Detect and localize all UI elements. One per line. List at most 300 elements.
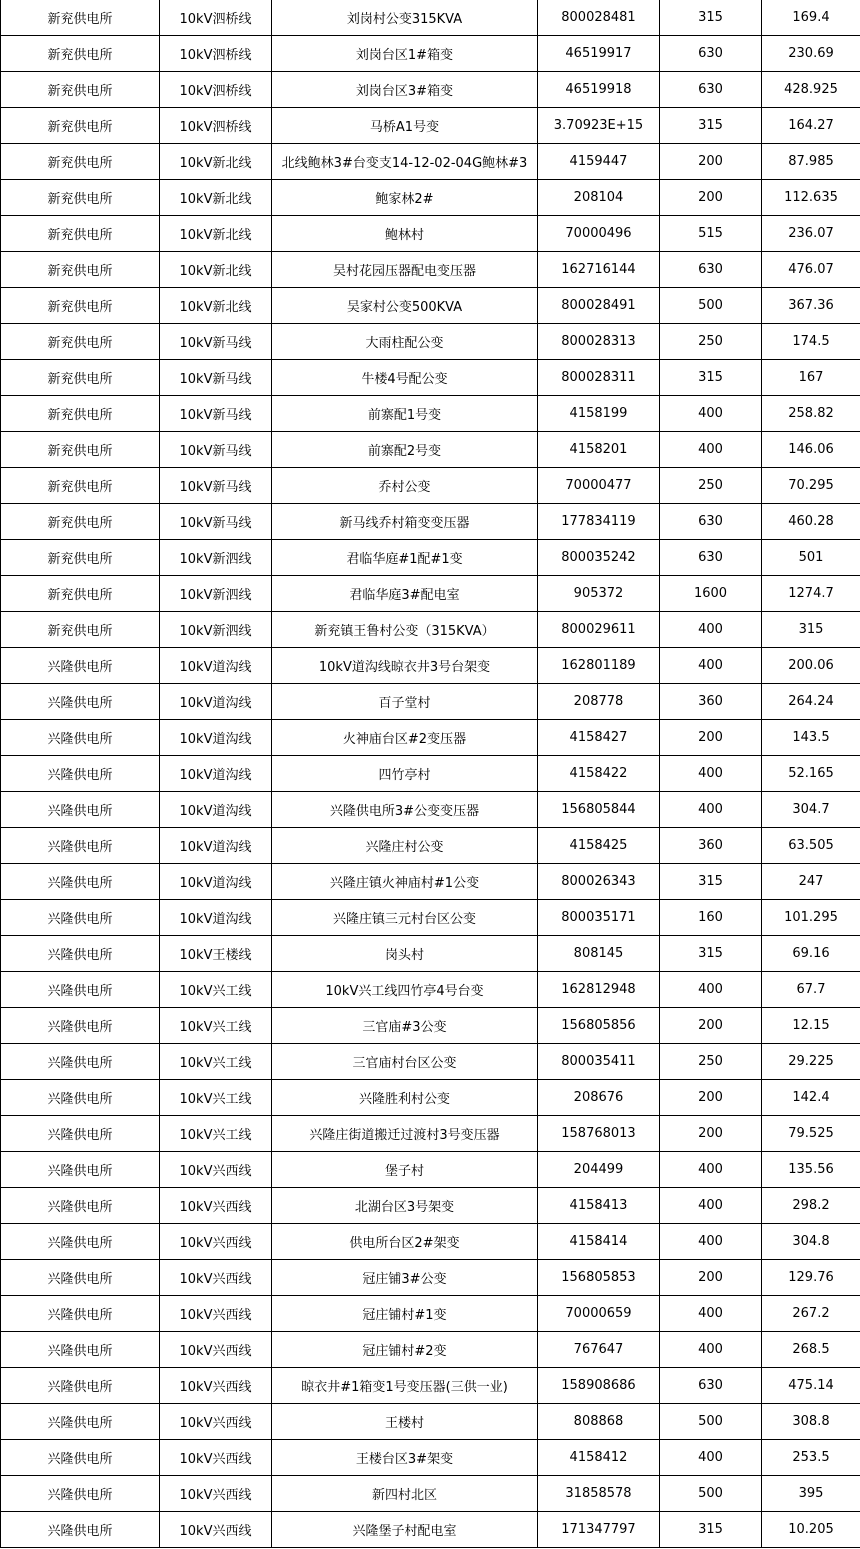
transformer-name-cell: 王楼台区3#架变 <box>272 1440 538 1476</box>
capacity-cell: 400 <box>660 972 762 1008</box>
table-row <box>1 180 860 216</box>
table-row <box>1 1296 860 1332</box>
station-cell: 兴隆供电所 <box>1 720 160 756</box>
capacity-cell: 200 <box>660 1008 762 1044</box>
load-value-cell: 70.295 <box>762 468 860 504</box>
load-value-cell: 264.24 <box>762 684 860 720</box>
load-value-cell: 79.525 <box>762 1116 860 1152</box>
line-cell: 10kV新马线 <box>160 396 272 432</box>
transformer-name-cell: 10kV道沟线晾衣井3号台架变 <box>272 648 538 684</box>
load-value-cell: 29.225 <box>762 1044 860 1080</box>
asset-id-cell: 156805844 <box>538 792 660 828</box>
line-cell: 10kV兴西线 <box>160 1512 272 1548</box>
transformer-name-cell: 刘岗台区1#箱变 <box>272 36 538 72</box>
load-value-cell: 174.5 <box>762 324 860 360</box>
line-cell: 10kV兴工线 <box>160 1116 272 1152</box>
asset-id-cell: 4158412 <box>538 1440 660 1476</box>
asset-id-cell: 800035242 <box>538 540 660 576</box>
table-row <box>1 1404 860 1440</box>
capacity-cell: 400 <box>660 1188 762 1224</box>
capacity-cell: 400 <box>660 1224 762 1260</box>
asset-id-cell: 162801189 <box>538 648 660 684</box>
station-cell: 新兖供电所 <box>1 360 160 396</box>
line-cell: 10kV泗桥线 <box>160 72 272 108</box>
load-value-cell: 143.5 <box>762 720 860 756</box>
line-cell: 10kV新北线 <box>160 180 272 216</box>
table-row <box>1 1152 860 1188</box>
station-cell: 新兖供电所 <box>1 252 160 288</box>
load-value-cell: 308.8 <box>762 1404 860 1440</box>
transformer-name-cell: 北湖台区3号架变 <box>272 1188 538 1224</box>
table-row <box>1 1188 860 1224</box>
line-cell: 10kV兴西线 <box>160 1476 272 1512</box>
transformer-name-cell: 新四村北区 <box>272 1476 538 1512</box>
table-row <box>1 1512 860 1548</box>
line-cell: 10kV新北线 <box>160 252 272 288</box>
transformer-name-cell: 10kV兴工线四竹亭4号台变 <box>272 972 538 1008</box>
station-cell: 兴隆供电所 <box>1 1404 160 1440</box>
asset-id-cell: 4158427 <box>538 720 660 756</box>
station-cell: 兴隆供电所 <box>1 864 160 900</box>
transformer-name-cell: 四竹亭村 <box>272 756 538 792</box>
station-cell: 新兖供电所 <box>1 576 160 612</box>
table-row <box>1 792 860 828</box>
asset-id-cell: 800035171 <box>538 900 660 936</box>
station-cell: 新兖供电所 <box>1 396 160 432</box>
transformer-name-cell: 冠庄铺村#2变 <box>272 1332 538 1368</box>
line-cell: 10kV新泗线 <box>160 612 272 648</box>
asset-id-cell: 171347797 <box>538 1512 660 1548</box>
capacity-cell: 400 <box>660 612 762 648</box>
line-cell: 10kV王楼线 <box>160 936 272 972</box>
load-value-cell: 460.28 <box>762 504 860 540</box>
asset-id-cell: 158908686 <box>538 1368 660 1404</box>
asset-id-cell: 70000496 <box>538 216 660 252</box>
capacity-cell: 315 <box>660 1512 762 1548</box>
load-value-cell: 236.07 <box>762 216 860 252</box>
table-row <box>1 720 860 756</box>
station-cell: 新兖供电所 <box>1 0 160 36</box>
line-cell: 10kV兴工线 <box>160 972 272 1008</box>
station-cell: 兴隆供电所 <box>1 1476 160 1512</box>
table-row <box>1 1260 860 1296</box>
transformer-name-cell: 兴隆庄镇三元村台区公变 <box>272 900 538 936</box>
transformer-name-cell: 三官庙#3公变 <box>272 1008 538 1044</box>
load-value-cell: 253.5 <box>762 1440 860 1476</box>
table-row <box>1 108 860 144</box>
asset-id-cell: 800028491 <box>538 288 660 324</box>
asset-id-cell: 800029611 <box>538 612 660 648</box>
capacity-cell: 250 <box>660 1044 762 1080</box>
capacity-cell: 630 <box>660 540 762 576</box>
station-cell: 新兖供电所 <box>1 612 160 648</box>
line-cell: 10kV兴西线 <box>160 1260 272 1296</box>
table-row <box>1 288 860 324</box>
capacity-cell: 400 <box>660 1440 762 1476</box>
asset-id-cell: 4158425 <box>538 828 660 864</box>
station-cell: 兴隆供电所 <box>1 936 160 972</box>
table-row <box>1 576 860 612</box>
asset-id-cell: 800028311 <box>538 360 660 396</box>
line-cell: 10kV兴西线 <box>160 1368 272 1404</box>
capacity-cell: 1600 <box>660 576 762 612</box>
station-cell: 新兖供电所 <box>1 36 160 72</box>
table-row <box>1 684 860 720</box>
station-cell: 兴隆供电所 <box>1 828 160 864</box>
line-cell: 10kV道沟线 <box>160 756 272 792</box>
load-value-cell: 247 <box>762 864 860 900</box>
station-cell: 新兖供电所 <box>1 540 160 576</box>
asset-id-cell: 800035411 <box>538 1044 660 1080</box>
capacity-cell: 400 <box>660 396 762 432</box>
table-row <box>1 936 860 972</box>
transformer-name-cell: 鲍林村 <box>272 216 538 252</box>
asset-id-cell: 208778 <box>538 684 660 720</box>
load-value-cell: 304.7 <box>762 792 860 828</box>
load-value-cell: 1274.7 <box>762 576 860 612</box>
line-cell: 10kV兴工线 <box>160 1044 272 1080</box>
station-cell: 兴隆供电所 <box>1 1152 160 1188</box>
table-row <box>1 540 860 576</box>
load-value-cell: 476.07 <box>762 252 860 288</box>
load-value-cell: 258.82 <box>762 396 860 432</box>
asset-id-cell: 4158422 <box>538 756 660 792</box>
table-row <box>1 144 860 180</box>
transformer-name-cell: 兴隆供电所3#公变变压器 <box>272 792 538 828</box>
station-cell: 兴隆供电所 <box>1 1224 160 1260</box>
load-value-cell: 428.925 <box>762 72 860 108</box>
table-row <box>1 504 860 540</box>
transformer-name-cell: 兴隆堡子村配电室 <box>272 1512 538 1548</box>
load-value-cell: 367.36 <box>762 288 860 324</box>
transformer-name-cell: 马桥A1号变 <box>272 108 538 144</box>
station-cell: 兴隆供电所 <box>1 900 160 936</box>
capacity-cell: 200 <box>660 720 762 756</box>
station-cell: 新兖供电所 <box>1 72 160 108</box>
load-value-cell: 112.635 <box>762 180 860 216</box>
asset-id-cell: 70000659 <box>538 1296 660 1332</box>
load-value-cell: 10.205 <box>762 1512 860 1548</box>
capacity-cell: 500 <box>660 288 762 324</box>
station-cell: 兴隆供电所 <box>1 1296 160 1332</box>
line-cell: 10kV新北线 <box>160 144 272 180</box>
transformer-name-cell: 兴隆庄村公变 <box>272 828 538 864</box>
table-row <box>1 648 860 684</box>
line-cell: 10kV兴西线 <box>160 1188 272 1224</box>
load-value-cell: 267.2 <box>762 1296 860 1332</box>
load-value-cell: 164.27 <box>762 108 860 144</box>
station-cell: 兴隆供电所 <box>1 972 160 1008</box>
line-cell: 10kV新马线 <box>160 360 272 396</box>
transformer-name-cell: 晾衣井#1箱变1号变压器(三供一业) <box>272 1368 538 1404</box>
station-cell: 新兖供电所 <box>1 216 160 252</box>
asset-id-cell: 800028313 <box>538 324 660 360</box>
capacity-cell: 360 <box>660 828 762 864</box>
asset-id-cell: 177834119 <box>538 504 660 540</box>
line-cell: 10kV新马线 <box>160 324 272 360</box>
capacity-cell: 250 <box>660 468 762 504</box>
capacity-cell: 360 <box>660 684 762 720</box>
capacity-cell: 250 <box>660 324 762 360</box>
load-value-cell: 67.7 <box>762 972 860 1008</box>
transformer-name-cell: 牛楼4号配公变 <box>272 360 538 396</box>
table-row <box>1 612 860 648</box>
load-value-cell: 475.14 <box>762 1368 860 1404</box>
capacity-cell: 400 <box>660 1332 762 1368</box>
table-row <box>1 1044 860 1080</box>
asset-id-cell: 158768013 <box>538 1116 660 1152</box>
load-value-cell: 200.06 <box>762 648 860 684</box>
asset-id-cell: 208676 <box>538 1080 660 1116</box>
table-row <box>1 972 860 1008</box>
load-value-cell: 142.4 <box>762 1080 860 1116</box>
capacity-cell: 400 <box>660 1152 762 1188</box>
capacity-cell: 315 <box>660 108 762 144</box>
transformer-name-cell: 君临华庭#1配#1变 <box>272 540 538 576</box>
station-cell: 兴隆供电所 <box>1 1440 160 1476</box>
station-cell: 兴隆供电所 <box>1 792 160 828</box>
table-row <box>1 900 860 936</box>
line-cell: 10kV新泗线 <box>160 540 272 576</box>
line-cell: 10kV道沟线 <box>160 648 272 684</box>
station-cell: 兴隆供电所 <box>1 1332 160 1368</box>
asset-id-cell: 156805856 <box>538 1008 660 1044</box>
load-value-cell: 298.2 <box>762 1188 860 1224</box>
line-cell: 10kV兴西线 <box>160 1152 272 1188</box>
capacity-cell: 500 <box>660 1404 762 1440</box>
table-row <box>1 828 860 864</box>
table-row <box>1 1224 860 1260</box>
asset-id-cell: 4158414 <box>538 1224 660 1260</box>
load-value-cell: 52.165 <box>762 756 860 792</box>
asset-id-cell: 808145 <box>538 936 660 972</box>
asset-id-cell: 808868 <box>538 1404 660 1440</box>
transformer-name-cell: 冠庄铺村#1变 <box>272 1296 538 1332</box>
asset-id-cell: 208104 <box>538 180 660 216</box>
transformer-name-cell: 新马线乔村箱变变压器 <box>272 504 538 540</box>
table-row <box>1 1008 860 1044</box>
capacity-cell: 400 <box>660 756 762 792</box>
capacity-cell: 160 <box>660 900 762 936</box>
line-cell: 10kV泗桥线 <box>160 108 272 144</box>
line-cell: 10kV兴西线 <box>160 1404 272 1440</box>
station-cell: 新兖供电所 <box>1 504 160 540</box>
line-cell: 10kV道沟线 <box>160 720 272 756</box>
transformer-name-cell: 刘岗台区3#箱变 <box>272 72 538 108</box>
table-row <box>1 36 860 72</box>
load-value-cell: 167 <box>762 360 860 396</box>
line-cell: 10kV兴西线 <box>160 1440 272 1476</box>
station-cell: 新兖供电所 <box>1 108 160 144</box>
capacity-cell: 200 <box>660 1260 762 1296</box>
line-cell: 10kV道沟线 <box>160 828 272 864</box>
load-value-cell: 315 <box>762 612 860 648</box>
station-cell: 新兖供电所 <box>1 180 160 216</box>
capacity-cell: 315 <box>660 0 762 36</box>
line-cell: 10kV新马线 <box>160 432 272 468</box>
transformer-name-cell: 吴村花园压器配电变压器 <box>272 252 538 288</box>
transformer-name-cell: 百子堂村 <box>272 684 538 720</box>
station-cell: 兴隆供电所 <box>1 648 160 684</box>
load-value-cell: 169.4 <box>762 0 860 36</box>
transformer-name-cell: 岗头村 <box>272 936 538 972</box>
station-cell: 新兖供电所 <box>1 324 160 360</box>
capacity-cell: 315 <box>660 936 762 972</box>
table-row <box>1 216 860 252</box>
asset-id-cell: 905372 <box>538 576 660 612</box>
capacity-cell: 315 <box>660 360 762 396</box>
load-value-cell: 304.8 <box>762 1224 860 1260</box>
line-cell: 10kV道沟线 <box>160 864 272 900</box>
station-cell: 新兖供电所 <box>1 144 160 180</box>
table-row <box>1 1476 860 1512</box>
table-row <box>1 252 860 288</box>
asset-id-cell: 70000477 <box>538 468 660 504</box>
line-cell: 10kV兴西线 <box>160 1332 272 1368</box>
load-value-cell: 501 <box>762 540 860 576</box>
transformer-name-cell: 王楼村 <box>272 1404 538 1440</box>
station-cell: 兴隆供电所 <box>1 1368 160 1404</box>
table-row <box>1 1080 860 1116</box>
transformer-name-cell: 前寨配1号变 <box>272 396 538 432</box>
load-value-cell: 268.5 <box>762 1332 860 1368</box>
table-row <box>1 468 860 504</box>
capacity-cell: 400 <box>660 792 762 828</box>
table-row <box>1 1116 860 1152</box>
asset-id-cell: 31858578 <box>538 1476 660 1512</box>
capacity-cell: 630 <box>660 252 762 288</box>
load-value-cell: 69.16 <box>762 936 860 972</box>
transformer-name-cell: 火神庙台区#2变压器 <box>272 720 538 756</box>
transformer-name-cell: 君临华庭3#配电室 <box>272 576 538 612</box>
capacity-cell: 200 <box>660 144 762 180</box>
table-row <box>1 1440 860 1476</box>
transformer-name-cell: 三官庙村台区公变 <box>272 1044 538 1080</box>
table-row <box>1 72 860 108</box>
transformer-name-cell: 前寨配2号变 <box>272 432 538 468</box>
asset-id-cell: 46519917 <box>538 36 660 72</box>
capacity-cell: 500 <box>660 1476 762 1512</box>
load-value-cell: 129.76 <box>762 1260 860 1296</box>
transformer-name-cell: 供电所台区2#架变 <box>272 1224 538 1260</box>
transformer-name-cell: 兴隆庄镇火神庙村#1公变 <box>272 864 538 900</box>
asset-id-cell: 800028481 <box>538 0 660 36</box>
station-cell: 新兖供电所 <box>1 432 160 468</box>
load-value-cell: 395 <box>762 1476 860 1512</box>
load-value-cell: 230.69 <box>762 36 860 72</box>
asset-id-cell: 46519918 <box>538 72 660 108</box>
line-cell: 10kV新马线 <box>160 504 272 540</box>
asset-id-cell: 4158201 <box>538 432 660 468</box>
load-value-cell: 101.295 <box>762 900 860 936</box>
line-cell: 10kV泗桥线 <box>160 0 272 36</box>
line-cell: 10kV兴西线 <box>160 1224 272 1260</box>
table-body <box>1 0 860 1548</box>
transformer-name-cell: 吴家村公变500KVA <box>272 288 538 324</box>
asset-id-cell: 162812948 <box>538 972 660 1008</box>
asset-id-cell: 156805853 <box>538 1260 660 1296</box>
asset-id-cell: 800026343 <box>538 864 660 900</box>
capacity-cell: 630 <box>660 1368 762 1404</box>
load-value-cell: 146.06 <box>762 432 860 468</box>
line-cell: 10kV新北线 <box>160 288 272 324</box>
transformer-name-cell: 大雨柱配公变 <box>272 324 538 360</box>
asset-id-cell: 767647 <box>538 1332 660 1368</box>
line-cell: 10kV兴工线 <box>160 1080 272 1116</box>
transformer-name-cell: 兴隆庄街道搬迁过渡村3号变压器 <box>272 1116 538 1152</box>
station-cell: 新兖供电所 <box>1 288 160 324</box>
line-cell: 10kV新北线 <box>160 216 272 252</box>
transformer-name-cell: 新兖镇王鲁村公变（315KVA） <box>272 612 538 648</box>
line-cell: 10kV道沟线 <box>160 684 272 720</box>
asset-id-cell: 162716144 <box>538 252 660 288</box>
line-cell: 10kV新马线 <box>160 468 272 504</box>
line-cell: 10kV新泗线 <box>160 576 272 612</box>
table-row <box>1 324 860 360</box>
capacity-cell: 315 <box>660 864 762 900</box>
table-row <box>1 396 860 432</box>
load-value-cell: 12.15 <box>762 1008 860 1044</box>
asset-id-cell: 204499 <box>538 1152 660 1188</box>
line-cell: 10kV兴工线 <box>160 1008 272 1044</box>
transformer-name-cell: 鲍家林2# <box>272 180 538 216</box>
capacity-cell: 630 <box>660 504 762 540</box>
transformer-name-cell: 冠庄铺3#公变 <box>272 1260 538 1296</box>
station-cell: 兴隆供电所 <box>1 1116 160 1152</box>
station-cell: 兴隆供电所 <box>1 1044 160 1080</box>
capacity-cell: 515 <box>660 216 762 252</box>
table-row <box>1 864 860 900</box>
capacity-cell: 630 <box>660 72 762 108</box>
transformer-name-cell: 北线鲍林3#台变支14-12-02-04G鲍林#3 <box>272 144 538 180</box>
station-cell: 兴隆供电所 <box>1 1008 160 1044</box>
capacity-cell: 200 <box>660 180 762 216</box>
station-cell: 兴隆供电所 <box>1 1188 160 1224</box>
asset-id-cell: 4158413 <box>538 1188 660 1224</box>
transformer-name-cell: 刘岗村公变315KVA <box>272 0 538 36</box>
station-cell: 兴隆供电所 <box>1 1512 160 1548</box>
asset-id-cell: 4158199 <box>538 396 660 432</box>
transformer-name-cell: 堡子村 <box>272 1152 538 1188</box>
load-value-cell: 63.505 <box>762 828 860 864</box>
line-cell: 10kV兴西线 <box>160 1296 272 1332</box>
capacity-cell: 400 <box>660 648 762 684</box>
transformer-name-cell: 乔村公变 <box>272 468 538 504</box>
load-value-cell: 135.56 <box>762 1152 860 1188</box>
transformer-name-cell: 兴隆胜利村公变 <box>272 1080 538 1116</box>
capacity-cell: 400 <box>660 432 762 468</box>
line-cell: 10kV道沟线 <box>160 900 272 936</box>
asset-id-cell: 3.70923E+15 <box>538 108 660 144</box>
line-cell: 10kV道沟线 <box>160 792 272 828</box>
capacity-cell: 200 <box>660 1116 762 1152</box>
table-row <box>1 432 860 468</box>
station-cell: 新兖供电所 <box>1 468 160 504</box>
table-row <box>1 360 860 396</box>
line-cell: 10kV泗桥线 <box>160 36 272 72</box>
capacity-cell: 200 <box>660 1080 762 1116</box>
table-row <box>1 1332 860 1368</box>
table-row <box>1 0 860 36</box>
table-row <box>1 756 860 792</box>
table-row <box>1 1368 860 1404</box>
station-cell: 兴隆供电所 <box>1 756 160 792</box>
asset-id-cell: 4159447 <box>538 144 660 180</box>
station-cell: 兴隆供电所 <box>1 684 160 720</box>
capacity-cell: 400 <box>660 1296 762 1332</box>
station-cell: 兴隆供电所 <box>1 1260 160 1296</box>
capacity-cell: 630 <box>660 36 762 72</box>
